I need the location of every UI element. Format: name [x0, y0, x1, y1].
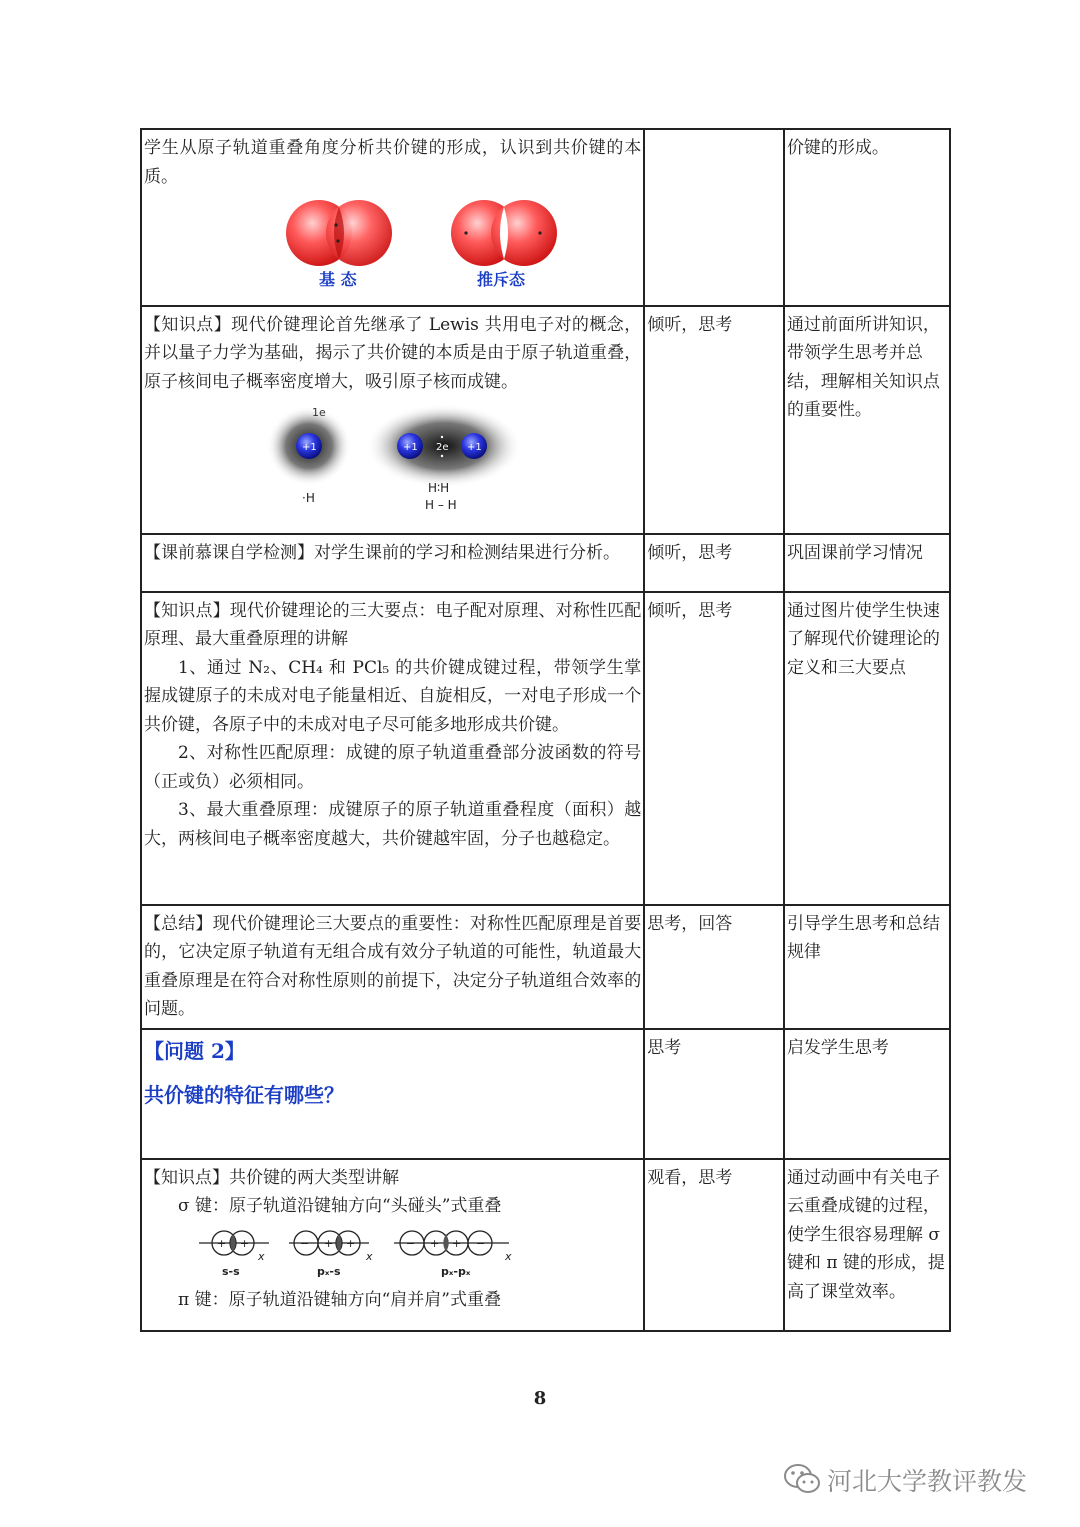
ground-state-molecule [286, 200, 392, 266]
activity-cell [644, 129, 784, 306]
sigma-bond-figure [144, 1221, 641, 1287]
question-text: 共价键的特征有哪些？ [144, 1082, 344, 1107]
ground-state-label: 基 态 [319, 270, 357, 289]
content-cell [141, 592, 644, 905]
orbital-overlap-diagram [144, 191, 634, 291]
content-cell [141, 1159, 644, 1331]
paragraph: 学生从原子轨道重叠角度分析共价键的形成，认识到共价键的本质。 [144, 138, 642, 187]
page-number: 8 [533, 1388, 547, 1409]
charge-label: +1 [467, 442, 482, 453]
charge-label: +1 [403, 442, 418, 453]
charge-label: +1 [302, 442, 317, 453]
activity-cell: 倾听，思考 [644, 306, 784, 534]
table-row [141, 534, 950, 592]
bond-line-label: H – H [425, 498, 457, 512]
purpose-cell: 启发学生思考 [784, 1029, 950, 1159]
electron-count-label: 2e [436, 442, 449, 453]
content-cell [141, 534, 644, 592]
paragraph: 【课前慕课自学检测】对学生课前的学习和检测结果进行分析。 [144, 542, 620, 563]
table-row [141, 1029, 950, 1159]
table-row [141, 306, 950, 534]
activity-cell: 观看，思考 [644, 1159, 784, 1331]
sign-label: − [406, 1236, 416, 1250]
h-atom-label: ·H [302, 491, 315, 505]
hydrogen-electron-cloud-diagram [144, 396, 634, 514]
content-cell [141, 905, 644, 1029]
paragraph: 1、通过 N₂、CH₄ 和 PCl₅ 的共价键成键过程，带领学生掌握成键原子的未成对电子能量相近、自旋相反，一对电子形成一个共价键，各原子中的未成对电子尽可能多地形成共价键。 [144, 657, 642, 735]
wechat-icon [783, 1462, 823, 1496]
purpose-cell: 价键的形成。 [784, 129, 950, 306]
electron-count-label: 1e [312, 406, 326, 419]
nucleus-dot [538, 231, 541, 234]
question-title: 【问题 2】 [144, 1038, 245, 1063]
paragraph: σ 键：原子轨道沿键轴方向“头碰头”式重叠 [178, 1196, 502, 1216]
axis-label: x [366, 1249, 373, 1263]
content-cell [141, 129, 644, 306]
content-cell [141, 306, 644, 534]
paragraph: 3、最大重叠原理：成键原子的原子轨道重叠程度（面积）越大，两核间电子概率密度越大，共价键越牢固，分子也越稳定。 [144, 800, 642, 849]
sign-label: + [240, 1236, 250, 1250]
paragraph: 【总结】现代价键理论三大要点的重要性：对称性匹配原理是首要的，它决定原子轨道有无组合成有效分子轨道的可能性，轨道最大重叠原理是在符合对称性原则的前提下，决定分子轨道组合效率的问题。 [144, 913, 642, 1019]
purpose-cell: 引导学生思考和总结规律 [784, 905, 950, 1029]
table-row [141, 129, 950, 306]
hydrogen-bond-figure [144, 396, 641, 524]
table-row [141, 1159, 950, 1331]
sign-label: + [346, 1236, 356, 1250]
nucleus-dot [464, 231, 467, 234]
sign-label: + [324, 1236, 334, 1250]
activity-cell: 倾听，思考 [644, 592, 784, 905]
purpose-cell: 巩固课前学习情况 [784, 534, 950, 592]
activity-cell: 思考 [644, 1029, 784, 1159]
sign-label: − [476, 1236, 486, 1250]
overlap-region [444, 1234, 449, 1252]
purpose-cell: 通过动画中有关电子云重叠成键的过程，使学生很容易理解 σ 键和 π 键的形成，提高了课堂效率。 [784, 1159, 950, 1331]
nucleus-dot [336, 239, 339, 242]
orbital-overlap-figure [144, 191, 641, 301]
electron-dot [441, 436, 443, 438]
overlap-type-label: pₓ-pₓ [441, 1264, 471, 1277]
overlap-type-label: s-s [222, 1264, 240, 1277]
paragraph: 【知识点】共价键的两大类型讲解 [144, 1167, 399, 1188]
watermark [783, 1462, 1063, 1498]
paragraph: π 键：原子轨道沿键轴方向“肩并肩”式重叠 [178, 1290, 501, 1310]
nucleus-dot [334, 223, 337, 226]
purpose-cell: 通过前面所讲知识，带领学生思考并总结，理解相关知识点的重要性。 [784, 306, 950, 534]
sign-label: − [300, 1236, 310, 1250]
purpose-cell: 通过图片使学生快速了解现代价键理论的定义和三大要点 [784, 592, 950, 905]
lesson-plan-table [140, 128, 951, 1332]
content-cell [141, 1029, 644, 1159]
sigma-bond-diagram [144, 1221, 634, 1277]
paragraph: 【知识点】现代价键理论首先继承了 Lewis 共用电子对的概念，并以量子力学为基础，揭示了共价键的本质是由于原子轨道重叠，原子核间电子概率密度增大，吸引原子核而成键。 [144, 314, 642, 392]
sign-label: + [217, 1236, 227, 1250]
table-row [141, 592, 950, 905]
paragraph: 【知识点】现代价键理论的三大要点：电子配对原理、对称性匹配原理、最大重叠原理的讲解 [144, 600, 642, 649]
table-row [141, 905, 950, 1029]
repulsive-state-molecule [451, 200, 557, 266]
activity-cell: 倾听，思考 [644, 534, 784, 592]
activity-cell: 思考，回答 [644, 905, 784, 1029]
watermark-text: 河北大学教评教发 [827, 1467, 1028, 1496]
sign-label: + [452, 1236, 462, 1250]
repulsive-state-label: 推斥态 [477, 270, 526, 289]
overlap-type-label: pₓ-s [317, 1264, 341, 1277]
lewis-structure-label: H∶H [428, 481, 450, 495]
axis-label: x [505, 1249, 512, 1263]
paragraph: 2、对称性匹配原理：成键的原子轨道重叠部分波函数的符号（正或负）必须相同。 [144, 743, 642, 792]
sign-label: + [430, 1236, 440, 1250]
axis-label: x [258, 1249, 265, 1263]
electron-dot [441, 455, 443, 457]
